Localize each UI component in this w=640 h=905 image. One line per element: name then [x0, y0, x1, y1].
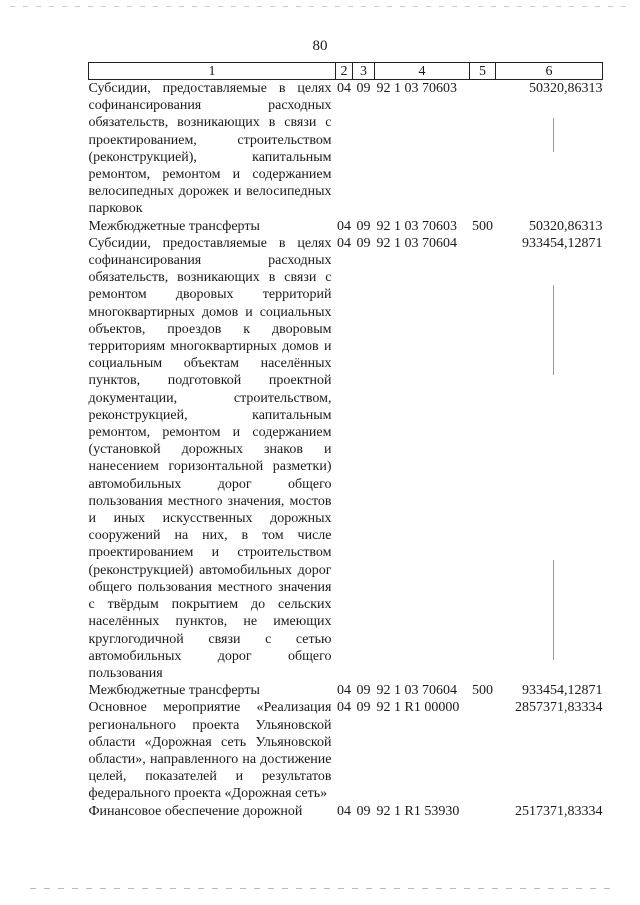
row-name: Основное мероприятие «Реализация регионального проекта Ульяновской области «Дорожная сеть Ульяновской области», направленного на достижение целей, показателей и результатов федерального проекта «Дорожная сеть» — [88, 700, 332, 802]
row-expense-type: 500 — [472, 683, 493, 699]
table-row — [89, 699, 603, 802]
header-col-1: 1 — [89, 63, 336, 80]
row-name: Субсидии, предоставляемые в целях софинансирования расходных обязательств, возникающих в связи с ремонтом дворовых территорий многоквартирных домов и социальных объектов, проездов к дворовым территориям многоквартирных домов и социальным объектам населённых пунктов, подготовкой проектной документации, строительством, реконструкцией, капитальным ремонтом, ремонтом и содержанием (установкой дорожных знаков и нанесением горизонтальной разметки) автомобильных дорог общего пользования местного значения, мостов и иных искусственных дорожных сооружений на них, в том числе проектированием и строительством (реконструкцией) автомобильных дорог общего пользования местного значения с твёрдым покрытием до сельских населённых пунктов, не имеющих круглогодичной связи с сетью автомобильных дорог общего пользования — [88, 235, 332, 681]
row-amount: 933454,12871 — [522, 235, 603, 251]
header-col-3: 3 — [353, 63, 375, 80]
row-section: 04 — [337, 218, 351, 234]
row-amount: 50320,86313 — [529, 81, 603, 96]
row-target-code: 92 1 03 70604 — [376, 235, 457, 251]
header-col-4: 4 — [375, 63, 470, 80]
row-subsection: 09 — [356, 803, 371, 819]
header-col-2: 2 — [336, 63, 353, 80]
row-subsection: 09 — [356, 700, 371, 716]
table-row — [89, 80, 603, 218]
table-row — [89, 218, 603, 235]
row-expense-type — [470, 803, 496, 820]
scan-bottom-edge — [30, 888, 610, 889]
row-expense-type — [470, 699, 496, 802]
row-expense-type — [470, 235, 496, 682]
row-name: Межбюджетные трансферты — [88, 683, 260, 699]
row-name: Финансовое обеспечение дорожной — [88, 803, 303, 819]
row-subsection: 09 — [356, 683, 371, 699]
row-section: 04 — [337, 81, 351, 96]
table-row — [89, 235, 603, 682]
page-number: 80 — [312, 38, 328, 54]
row-subsection: 09 — [356, 81, 371, 96]
table-header-row — [89, 63, 603, 80]
row-target-code: 92 1 03 70603 — [376, 81, 457, 96]
budget-table — [88, 62, 603, 820]
row-subsection: 09 — [356, 218, 371, 234]
row-target-code: 92 1 R1 53930 — [376, 803, 460, 819]
row-amount: 2857371,83334 — [515, 700, 603, 716]
scan-artifact-line — [553, 560, 554, 660]
row-target-code: 92 1 03 70603 — [376, 218, 457, 234]
row-section: 04 — [337, 700, 351, 716]
header-col-5: 5 — [470, 63, 496, 80]
row-target-code: 92 1 R1 00000 — [376, 700, 460, 716]
row-section: 04 — [337, 803, 351, 819]
row-section: 04 — [337, 683, 351, 699]
row-expense-type — [470, 80, 496, 218]
scan-top-edge — [10, 6, 630, 7]
row-name: Субсидии, предоставляемые в целях софинансирования расходных обязательств, возникающих в связи с проектированием, строительством (реконструкцией), капитальным ремонтом, ремонтом и содержанием велосипедных дорожек и велосипедных парковок — [88, 81, 332, 217]
header-col-6: 6 — [496, 63, 603, 80]
row-name: Межбюджетные трансферты — [88, 218, 260, 234]
row-amount: 50320,86313 — [529, 218, 603, 234]
scan-artifact-line — [553, 285, 554, 375]
row-target-code: 92 1 03 70604 — [376, 683, 457, 699]
row-section: 04 — [337, 235, 351, 251]
table-row — [89, 803, 603, 820]
row-subsection: 09 — [356, 235, 371, 251]
table-row — [89, 682, 603, 699]
row-amount: 933454,12871 — [522, 683, 603, 699]
row-expense-type: 500 — [472, 218, 493, 234]
scan-artifact-line — [553, 118, 554, 152]
row-amount: 2517371,83334 — [515, 803, 603, 819]
